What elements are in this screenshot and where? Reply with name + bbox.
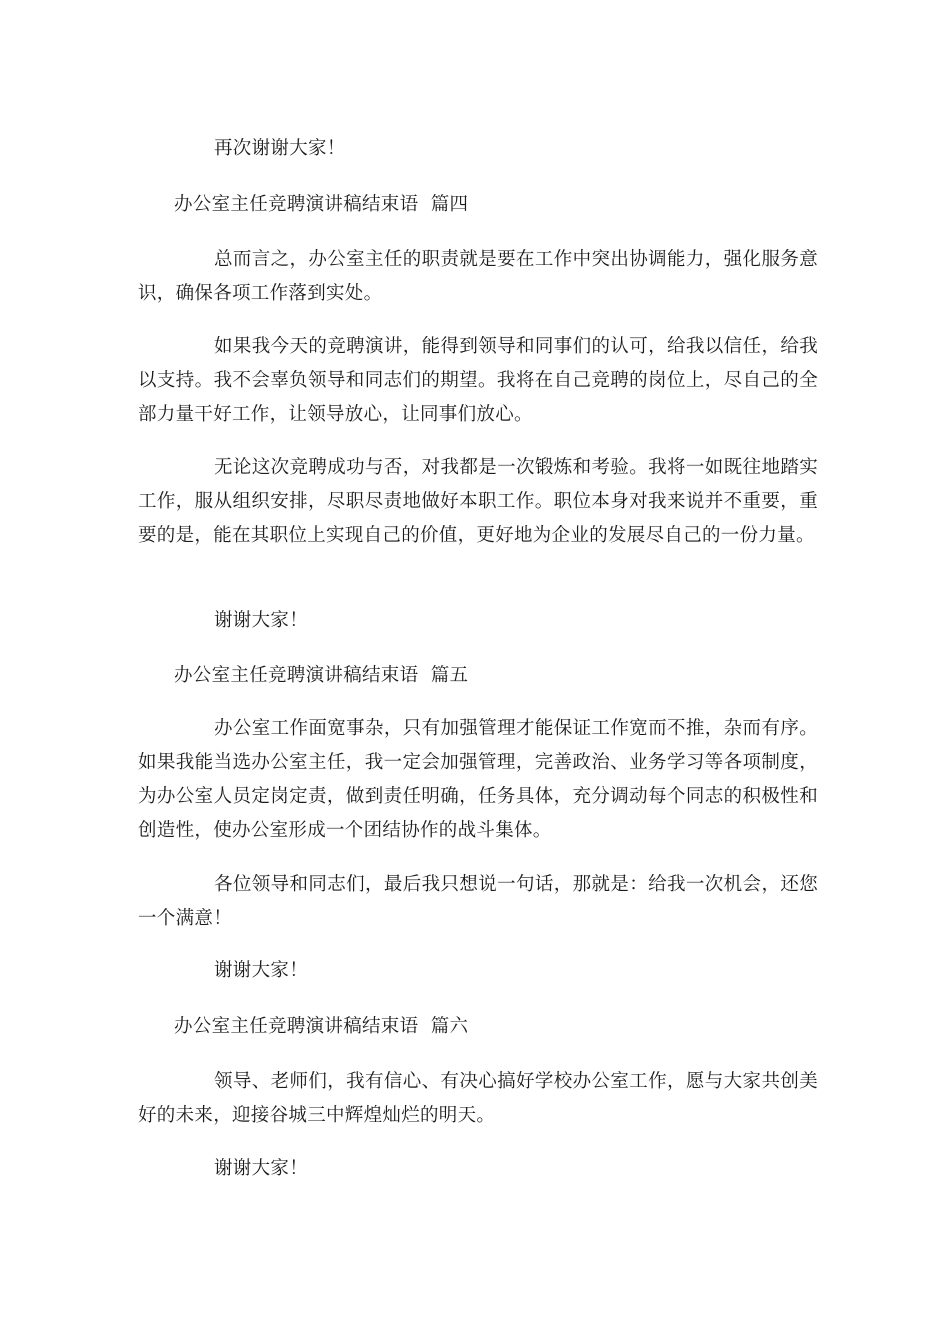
thanks-line: 谢谢大家！	[214, 960, 309, 981]
thanks-line: 谢谢大家！	[214, 1158, 309, 1179]
section-heading-6: 办公室主任竞聘演讲稿结束语 篇六	[174, 1016, 469, 1037]
paragraph: 办公室工作面宽事杂，只有加强管理才能保证工作宽而不推，杂而有序。如果我能当选办公室主任，我一定会加强管理，完善政治、业务学习等各项制度，为办公室人员定岗定责，做到责任明确，任务具体，充分调动每个同志的积极性和创造性，使办公室形成一个团结协作的战斗集体。	[138, 718, 818, 841]
paragraph: 总而言之，办公室主任的职责就是要在工作中突出协调能力，强化服务意识，确保各项工作落到实处。	[138, 249, 818, 304]
paragraph: 领导、老师们，我有信心、有决心搞好学校办公室工作，愿与大家共创美好的未来，迎接谷城三中辉煌灿烂的明天。	[138, 1071, 818, 1126]
paragraph: 如果我今天的竞聘演讲，能得到领导和同事们的认可，给我以信任，给我以支持。我不会辜负领导和同志们的期望。我将在自己竞聘的岗位上，尽自己的全部力量干好工作，让领导放心，让同事们放心。	[138, 336, 818, 425]
thanks-line: 谢谢大家！	[214, 610, 309, 631]
thanks-again-line: 再次谢谢大家！	[214, 138, 346, 159]
section-heading-5: 办公室主任竞聘演讲稿结束语 篇五	[174, 665, 469, 686]
paragraph: 各位领导和同志们，最后我只想说一句话，那就是：给我一次机会，还您一个满意！	[138, 874, 818, 929]
section-heading-4: 办公室主任竞聘演讲稿结束语 篇四	[174, 194, 469, 215]
paragraph: 无论这次竞聘成功与否，对我都是一次锻炼和考验。我将一如既往地踏实工作，服从组织安排，尽职尽责地做好本职工作。职位本身对我来说并不重要，重要的是，能在其职位上实现自己的价值，更好地为企业的发展尽自己的一份力量。	[138, 457, 818, 546]
